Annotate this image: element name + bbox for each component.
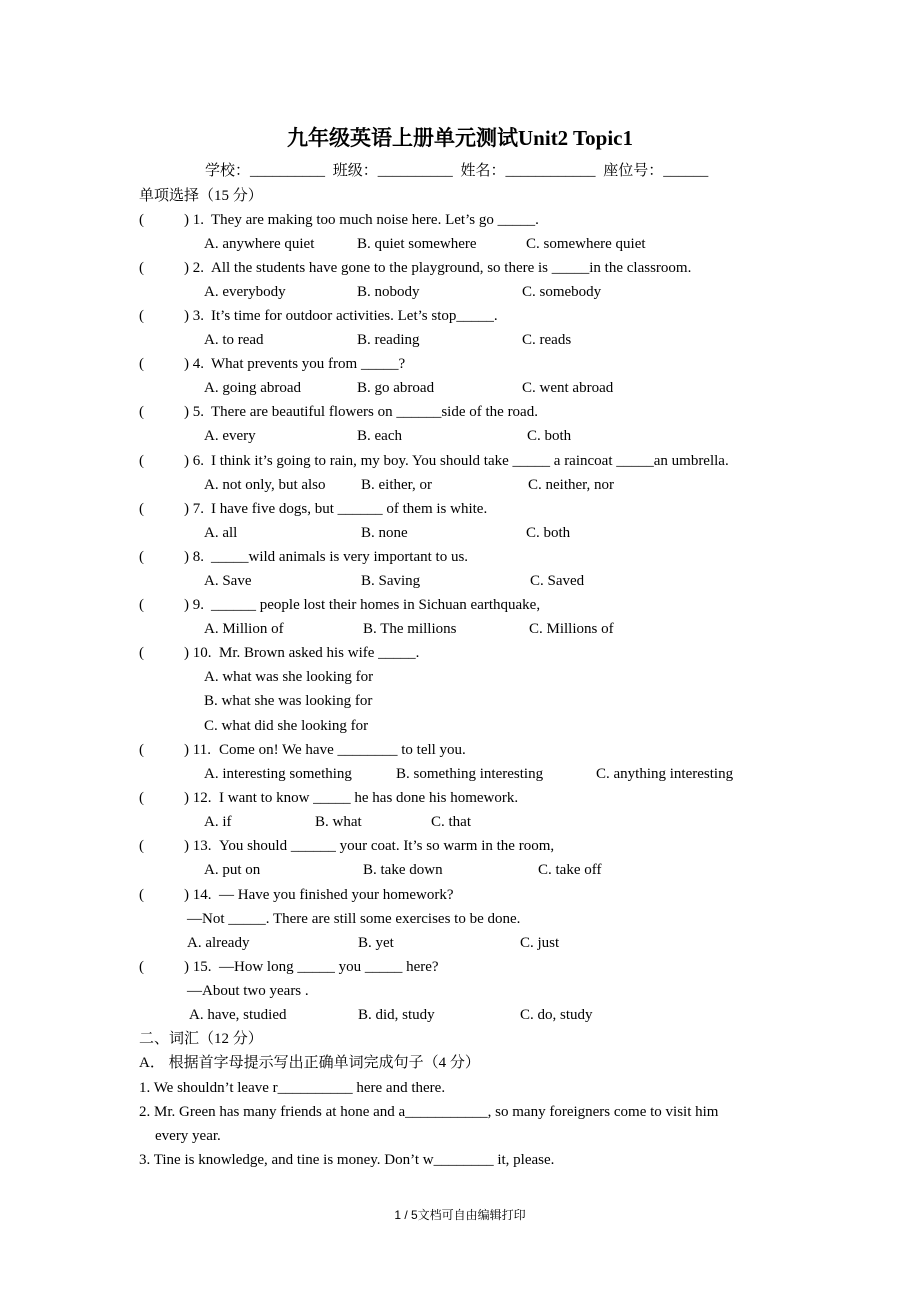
question-stem-reply: —Not _____. There are still some exercises to be done. bbox=[187, 911, 521, 927]
option-c: C. Saved bbox=[530, 573, 585, 589]
option-b: B. nobody bbox=[357, 284, 420, 300]
option-a: A. if bbox=[204, 814, 232, 830]
question-number: ) 8. bbox=[184, 549, 204, 565]
answer-paren-open: ( bbox=[139, 453, 144, 469]
option-a: A. all bbox=[204, 525, 238, 541]
option-c: C. went abroad bbox=[522, 380, 614, 396]
option-b: B. did, study bbox=[358, 1007, 435, 1023]
class-field: 班级：__________ bbox=[332, 163, 453, 179]
page-footer: 1 / 5文档可自由编辑打印 bbox=[394, 1208, 526, 1222]
option-c: C. somebody bbox=[522, 284, 602, 300]
school-field: 学校：__________ bbox=[205, 163, 326, 179]
option-c: C. anything interesting bbox=[596, 766, 734, 782]
page-title: 九年级英语上册单元测试Unit2 Topic1 bbox=[287, 126, 633, 150]
question-number: ) 13. bbox=[184, 838, 212, 854]
option-a: A. every bbox=[204, 428, 256, 444]
option-a: A. to read bbox=[204, 332, 264, 348]
option-b: B. either, or bbox=[361, 477, 433, 493]
option-a: A. already bbox=[187, 935, 250, 951]
question-stem: I think it’s going to rain, my boy. You should take _____ a raincoat _____an umbrella. bbox=[211, 453, 729, 469]
option-a: A. put on bbox=[204, 862, 261, 878]
question-stem: It’s time for outdoor activities. Let’s stop_____. bbox=[211, 308, 498, 324]
answer-paren-open: ( bbox=[139, 742, 144, 758]
question-stem: They are making too much noise here. Let’s go _____. bbox=[211, 212, 539, 228]
name-field: 姓名：____________ bbox=[460, 163, 596, 179]
question-stem: All the students have gone to the playground, so there is _____in the classroom. bbox=[211, 260, 692, 276]
option-b: B. what she was looking for bbox=[204, 693, 373, 709]
option-c: C. take off bbox=[538, 862, 602, 878]
question-number: ) 1. bbox=[184, 212, 204, 228]
option-a: A. interesting something bbox=[204, 766, 352, 782]
vocab-item-2: 2. Mr. Green has many friends at hone and a___________, so many foreigners come to visit him bbox=[139, 1104, 719, 1120]
vocab-item-1: 1. We shouldn’t leave r__________ here and there. bbox=[139, 1080, 446, 1096]
question-number: ) 4. bbox=[184, 356, 204, 372]
question-stem-reply: —About two years . bbox=[187, 983, 309, 999]
option-c: C. that bbox=[431, 814, 471, 830]
answer-paren-open: ( bbox=[139, 356, 144, 372]
answer-paren-open: ( bbox=[139, 549, 144, 565]
option-b: B. yet bbox=[358, 935, 394, 951]
option-b: B. something interesting bbox=[396, 766, 544, 782]
question-stem: _____wild animals is very important to us. bbox=[211, 549, 469, 565]
question-stem: You should ______ your coat. It’s so warm in the room, bbox=[219, 838, 555, 854]
question-stem: I have five dogs, but ______ of them is white. bbox=[211, 501, 488, 517]
option-a: A. Save bbox=[204, 573, 252, 589]
section-heading-vocabulary: 二、词汇（12 分） bbox=[139, 1031, 263, 1047]
option-c: C. both bbox=[527, 428, 572, 444]
question-number: ) 15. bbox=[184, 959, 212, 975]
option-a: A. have, studied bbox=[189, 1007, 287, 1023]
section-heading-single-choice: 单项选择（15 分） bbox=[139, 188, 263, 204]
answer-paren-open: ( bbox=[139, 501, 144, 517]
answer-paren-open: ( bbox=[139, 838, 144, 854]
seat-field: 座位号：______ bbox=[603, 163, 709, 179]
option-c: C. what did she looking for bbox=[204, 718, 369, 734]
question-number: ) 11. bbox=[184, 742, 211, 758]
vocab-item-2-continued: every year. bbox=[155, 1128, 221, 1144]
option-c: C. somewhere quiet bbox=[526, 236, 646, 252]
question-stem: There are beautiful flowers on ______side of the road. bbox=[211, 404, 538, 420]
answer-paren-open: ( bbox=[139, 308, 144, 324]
answer-paren-open: ( bbox=[139, 404, 144, 420]
answer-paren-open: ( bbox=[139, 645, 144, 661]
option-b: B. none bbox=[361, 525, 408, 541]
question-stem: What prevents you from _____? bbox=[211, 356, 406, 372]
option-b: B. The millions bbox=[363, 621, 457, 637]
answer-paren-open: ( bbox=[139, 212, 144, 228]
answer-paren-open: ( bbox=[139, 790, 144, 806]
option-c: C. neither, nor bbox=[528, 477, 615, 493]
question-stem: — Have you finished your homework? bbox=[219, 887, 454, 903]
question-number: ) 2. bbox=[184, 260, 204, 276]
option-b: B. what bbox=[315, 814, 362, 830]
question-number: ) 6. bbox=[184, 453, 204, 469]
answer-paren-open: ( bbox=[139, 887, 144, 903]
question-number: ) 12. bbox=[184, 790, 212, 806]
option-b: B. each bbox=[357, 428, 402, 444]
option-c: C. both bbox=[526, 525, 571, 541]
question-stem: I want to know _____ he has done his homework. bbox=[219, 790, 519, 806]
answer-paren-open: ( bbox=[139, 597, 144, 613]
option-b: B. quiet somewhere bbox=[357, 236, 477, 252]
vocab-item-3: 3. Tine is knowledge, and tine is money. Don’t w________ it, please. bbox=[139, 1152, 555, 1168]
question-stem: ______ people lost their homes in Sichuan earthquake, bbox=[211, 597, 541, 613]
option-a: A. what was she looking for bbox=[204, 669, 374, 685]
question-number: ) 3. bbox=[184, 308, 204, 324]
question-number: ) 14. bbox=[184, 887, 212, 903]
option-a: A. anywhere quiet bbox=[204, 236, 315, 252]
option-b: B. take down bbox=[363, 862, 443, 878]
question-number: ) 10. bbox=[184, 645, 212, 661]
option-c: C. Millions of bbox=[529, 621, 614, 637]
option-b: B. reading bbox=[357, 332, 420, 348]
question-stem: Mr. Brown asked his wife _____. bbox=[219, 645, 420, 661]
option-c: C. reads bbox=[522, 332, 572, 348]
option-a: A. going abroad bbox=[204, 380, 302, 396]
question-number: ) 5. bbox=[184, 404, 204, 420]
question-number: ) 9. bbox=[184, 597, 204, 613]
question-stem: Come on! We have ________ to tell you. bbox=[219, 742, 466, 758]
option-b: B. go abroad bbox=[357, 380, 435, 396]
option-c: C. just bbox=[520, 935, 560, 951]
option-a: A. Million of bbox=[204, 621, 284, 637]
option-a: A. everybody bbox=[204, 284, 286, 300]
section-subheading-a: A． 根据首字母提示写出正确单词完成句子（4 分） bbox=[139, 1055, 480, 1071]
answer-paren-open: ( bbox=[139, 260, 144, 276]
answer-paren-open: ( bbox=[139, 959, 144, 975]
question-stem: —How long _____ you _____ here? bbox=[219, 959, 439, 975]
student-info-line bbox=[205, 161, 712, 181]
option-a: A. not only, but also bbox=[204, 477, 326, 493]
option-c: C. do, study bbox=[520, 1007, 593, 1023]
question-number: ) 7. bbox=[184, 501, 204, 517]
option-b: B. Saving bbox=[361, 573, 421, 589]
